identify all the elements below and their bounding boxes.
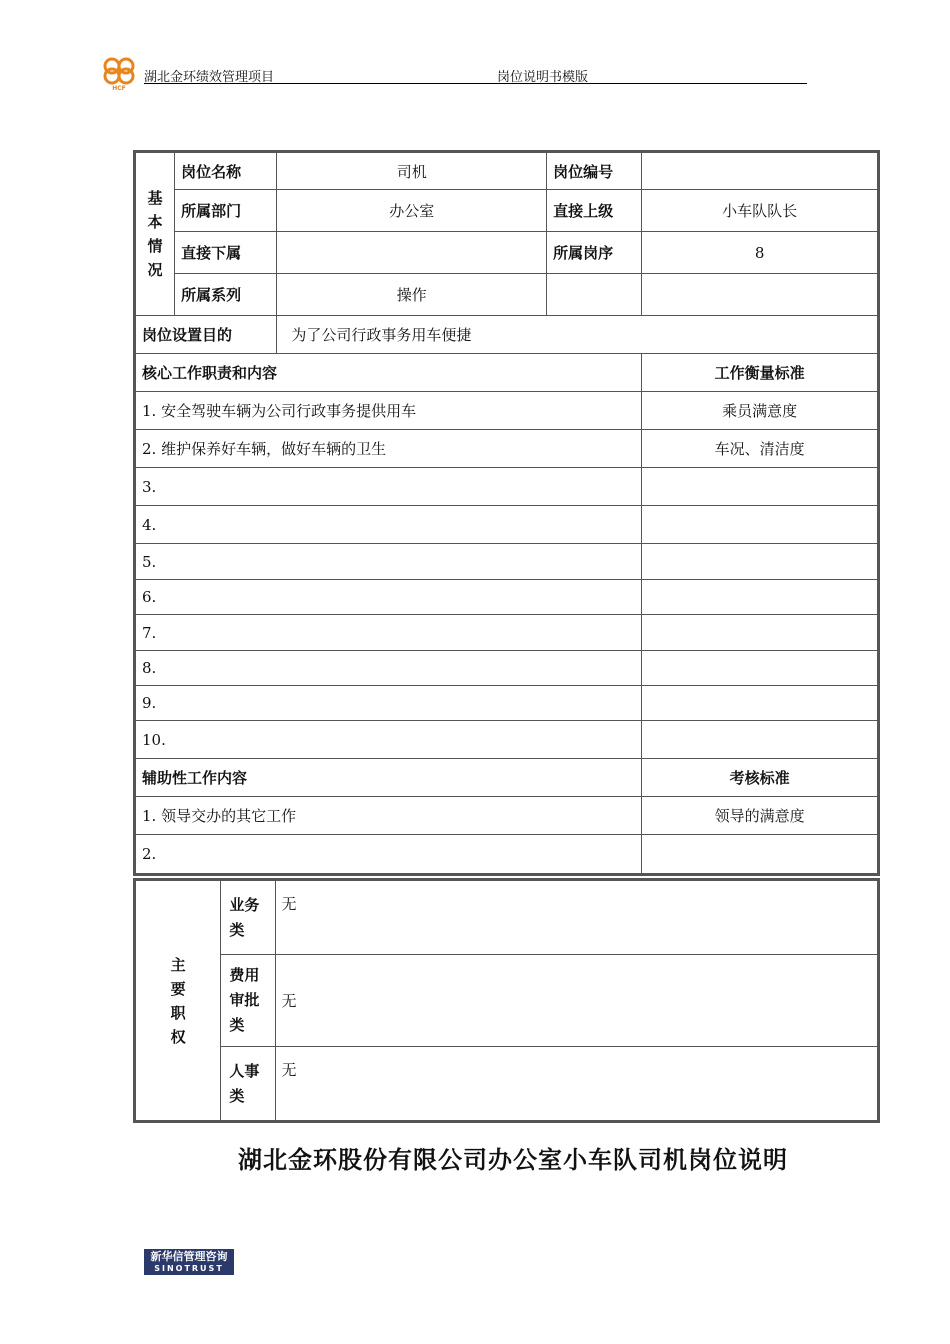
core-measure-cell: 车况、清洁度 bbox=[642, 430, 879, 468]
value-job-code bbox=[642, 152, 879, 190]
value-department: 办公室 bbox=[277, 190, 547, 232]
aux-duties-header: 辅助性工作内容 bbox=[135, 759, 642, 797]
label-job-grade: 所属岗序 bbox=[547, 232, 642, 274]
authority-value: 无 bbox=[275, 1047, 878, 1122]
core-duty-row: 3. bbox=[135, 468, 642, 506]
core-measure-cell: 乘员满意度 bbox=[642, 392, 879, 430]
aux-duty-row: 1. 领导交办的其它工作 bbox=[135, 797, 642, 835]
authority-category: 业务类 bbox=[221, 880, 275, 955]
job-description-table bbox=[133, 150, 880, 876]
value-job-title: 司机 bbox=[277, 152, 547, 190]
label-job-code: 岗位编号 bbox=[547, 152, 642, 190]
core-duty-row: 6. bbox=[135, 580, 642, 615]
basic-info-section-label: 基本情况 bbox=[135, 152, 175, 316]
authority-table bbox=[133, 878, 880, 1123]
aux-measure-cell bbox=[642, 835, 879, 875]
authority-value: 无 bbox=[275, 955, 878, 1047]
core-measure-cell bbox=[642, 580, 879, 615]
header-project-name: 湖北金环绩效管理项目 bbox=[144, 70, 275, 85]
core-duty-row: 8. bbox=[135, 651, 642, 686]
authority-category: 费用审批类 bbox=[221, 955, 275, 1047]
core-duty-row: 2. 维护保养好车辆，做好车辆的卫生 bbox=[135, 430, 642, 468]
core-duty-row: 4. bbox=[135, 506, 642, 544]
value-supervisor: 小车队队长 bbox=[642, 190, 879, 232]
header-rule bbox=[144, 83, 807, 84]
empty-cell bbox=[642, 274, 879, 316]
label-supervisor: 直接上级 bbox=[547, 190, 642, 232]
core-duty-row: 7. bbox=[135, 615, 642, 651]
core-measure-cell bbox=[642, 615, 879, 651]
consultancy-logo-brand: SINOTRUST bbox=[154, 1264, 224, 1273]
label-department: 所属部门 bbox=[175, 190, 277, 232]
consultancy-logo bbox=[144, 1249, 234, 1275]
aux-measure-cell: 领导的满意度 bbox=[642, 797, 879, 835]
core-duty-row: 1. 安全驾驶车辆为公司行政事务提供用车 bbox=[135, 392, 642, 430]
core-duty-row: 10. bbox=[135, 721, 642, 759]
label-job-title: 岗位名称 bbox=[175, 152, 277, 190]
aux-measure-header: 考核标准 bbox=[642, 759, 879, 797]
core-measure-cell bbox=[642, 506, 879, 544]
core-measure-cell bbox=[642, 544, 879, 580]
value-job-series: 操作 bbox=[277, 274, 547, 316]
value-purpose: 为了公司行政事务用车便捷 bbox=[277, 316, 879, 354]
core-measure-cell bbox=[642, 651, 879, 686]
label-job-series: 所属系列 bbox=[175, 274, 277, 316]
core-measure-cell bbox=[642, 721, 879, 759]
value-job-grade: 8 bbox=[642, 232, 879, 274]
consultancy-logo-name: 新华信管理咨询 bbox=[150, 1250, 228, 1263]
label-purpose: 岗位设置目的 bbox=[135, 316, 277, 354]
authority-value: 无 bbox=[275, 880, 878, 955]
authority-section-label: 主要职权 bbox=[135, 880, 221, 1122]
header-template-name: 岗位说明书模版 bbox=[497, 70, 589, 85]
core-measure-cell bbox=[642, 468, 879, 506]
label-subordinates: 直接下属 bbox=[175, 232, 277, 274]
value-subordinates bbox=[277, 232, 547, 274]
authority-category: 人事类 bbox=[221, 1047, 275, 1122]
logo-text: HCF bbox=[112, 85, 126, 91]
core-measure-header: 工作衡量标准 bbox=[642, 354, 879, 392]
core-duties-header: 核心工作职责和内容 bbox=[135, 354, 642, 392]
empty-cell bbox=[547, 274, 642, 316]
core-duty-row: 5. bbox=[135, 544, 642, 580]
core-duty-row: 9. bbox=[135, 686, 642, 721]
aux-duty-row: 2. bbox=[135, 835, 642, 875]
company-logo bbox=[100, 53, 138, 91]
core-measure-cell bbox=[642, 686, 879, 721]
document-title: 湖北金环股份有限公司办公室小车队司机岗位说明 bbox=[238, 1146, 788, 1174]
